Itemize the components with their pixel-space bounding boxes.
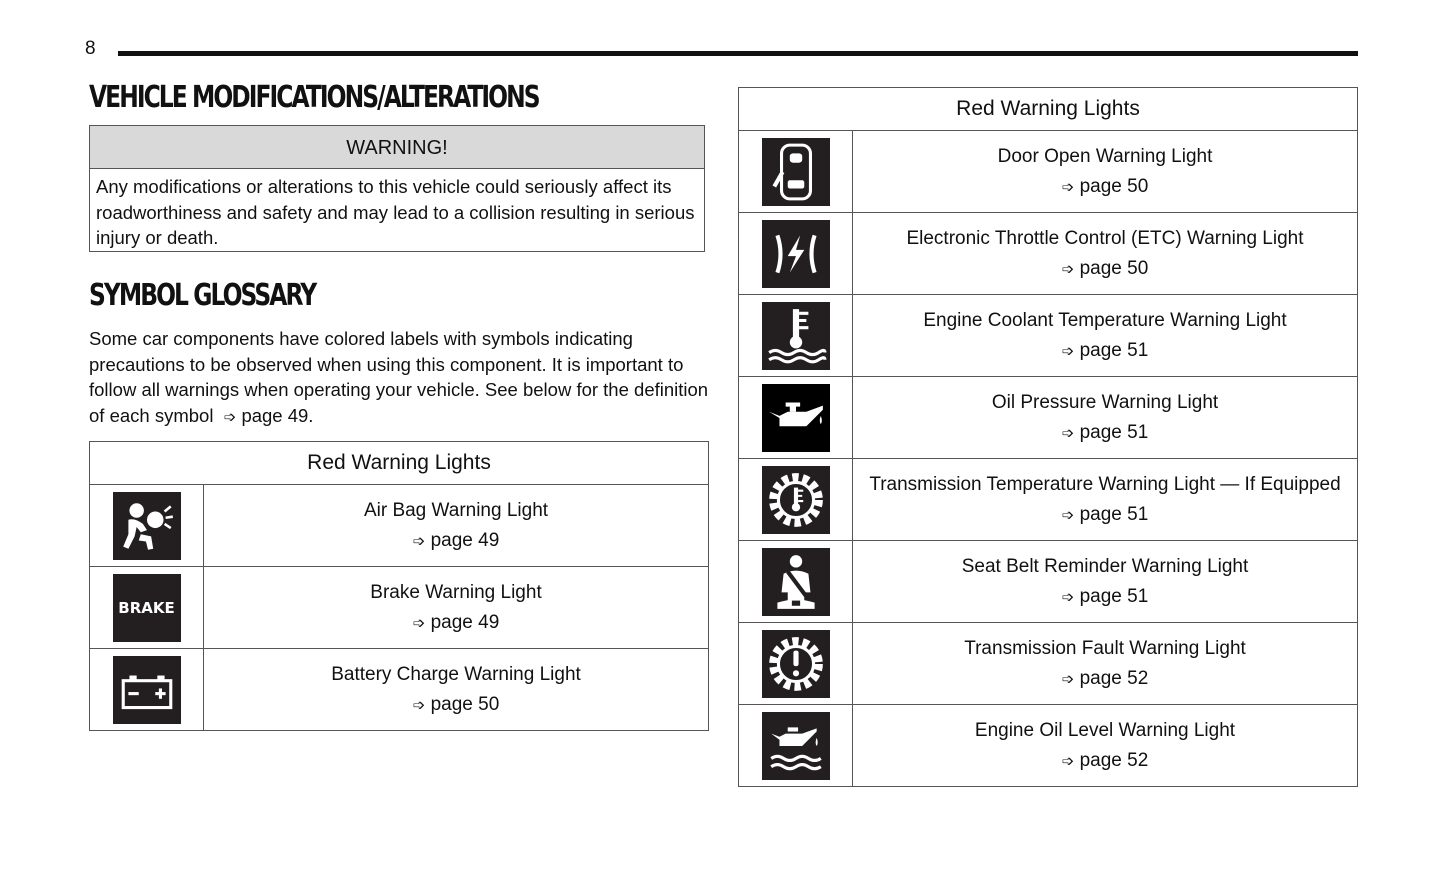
table-row bbox=[90, 485, 709, 567]
light-label: Oil Pressure Warning Light bbox=[991, 391, 1219, 413]
arrow-icon: ➩ bbox=[1061, 259, 1075, 278]
page-ref-link[interactable]: page 50 bbox=[1079, 175, 1149, 197]
transmission-fault-icon bbox=[762, 630, 830, 698]
intro-paragraph bbox=[89, 326, 709, 430]
table-row bbox=[739, 541, 1358, 623]
airbag-icon bbox=[113, 492, 181, 560]
arrow-icon: ➩ bbox=[412, 613, 426, 632]
page-number: 8 bbox=[85, 38, 96, 59]
page-ref-link[interactable]: page 50 bbox=[1079, 257, 1149, 279]
page-ref-link[interactable]: page 51 bbox=[1079, 585, 1149, 607]
table-row bbox=[739, 459, 1358, 541]
arrow-icon: ➩ bbox=[1061, 751, 1075, 770]
light-label: Transmission Fault Warning Light bbox=[964, 637, 1246, 659]
transmission-temp-icon bbox=[762, 466, 830, 534]
table-row bbox=[739, 131, 1358, 213]
brake-icon-text: BRAKE bbox=[118, 598, 175, 617]
arrow-icon: ➩ bbox=[1061, 587, 1075, 606]
page-ref-link[interactable]: page 52 bbox=[1079, 667, 1149, 689]
right-table-title: Red Warning Lights bbox=[739, 88, 1358, 131]
heading-symbol-glossary: SYMBOL GLOSSARY bbox=[89, 278, 316, 313]
page-ref-link[interactable]: page 49 bbox=[430, 529, 500, 551]
arrow-icon: ➩ bbox=[412, 695, 426, 714]
page-ref-link[interactable]: page 49 bbox=[430, 611, 500, 633]
arrow-icon: ➩ bbox=[1061, 177, 1075, 196]
light-label: Battery Charge Warning Light bbox=[331, 663, 581, 685]
light-label: Engine Coolant Temperature Warning Light bbox=[923, 309, 1287, 331]
seatbelt-icon bbox=[762, 548, 830, 616]
light-label: Seat Belt Reminder Warning Light bbox=[961, 555, 1249, 577]
brake-icon bbox=[113, 574, 181, 642]
page-ref-link[interactable]: page 51 bbox=[1079, 503, 1149, 525]
light-label: Electronic Throttle Control (ETC) Warning Light bbox=[906, 227, 1304, 249]
page-ref-link[interactable]: page 50 bbox=[430, 693, 500, 715]
top-rule bbox=[118, 51, 1358, 56]
left-table-title: Red Warning Lights bbox=[90, 442, 709, 485]
right-warning-table bbox=[738, 87, 1358, 787]
coolant-temp-icon bbox=[762, 302, 830, 370]
arrow-icon: ➩ bbox=[1061, 341, 1075, 360]
table-row bbox=[739, 377, 1358, 459]
table-row bbox=[739, 705, 1358, 787]
arrow-icon: ➩ bbox=[1061, 505, 1075, 524]
table-row bbox=[739, 213, 1358, 295]
light-label: Brake Warning Light bbox=[370, 581, 542, 603]
throttle-icon bbox=[762, 220, 830, 288]
table-row bbox=[90, 567, 709, 649]
warning-title: WARNING! bbox=[90, 126, 704, 169]
arrow-icon: ➩ bbox=[1061, 669, 1075, 688]
light-label: Door Open Warning Light bbox=[997, 145, 1213, 167]
left-warning-table bbox=[89, 441, 709, 731]
page-ref-link[interactable]: page 52 bbox=[1079, 749, 1149, 771]
arrow-icon: ➩ bbox=[223, 407, 237, 426]
light-label: Air Bag Warning Light bbox=[363, 499, 549, 521]
heading-modifications: VEHICLE MODIFICATIONS/ALTERATIONS bbox=[89, 80, 539, 115]
intro-page-ref[interactable]: page 49. bbox=[241, 404, 314, 426]
page-ref-link[interactable]: page 51 bbox=[1079, 421, 1149, 443]
oil-pressure-icon bbox=[762, 384, 830, 452]
table-row bbox=[739, 623, 1358, 705]
arrow-icon: ➩ bbox=[1061, 423, 1075, 442]
door-open-icon bbox=[762, 138, 830, 206]
light-label: Transmission Temperature Warning Light — If Equipped bbox=[869, 473, 1341, 495]
page-ref-link[interactable]: page 51 bbox=[1079, 339, 1149, 361]
battery-icon bbox=[113, 656, 181, 724]
warning-text: Any modifications or alterations to this vehicle could seriously affect its roadworthiness and safety and may lead to a collision resulting in serious injury or death. bbox=[96, 176, 695, 248]
table-row bbox=[739, 295, 1358, 377]
oil-level-icon bbox=[762, 712, 830, 780]
table-row bbox=[90, 649, 709, 731]
warning-box bbox=[89, 125, 705, 252]
light-label: Engine Oil Level Warning Light bbox=[974, 719, 1236, 741]
intro-text: Some car components have colored labels with symbols indicating precautions to be observed when using this component. It is important to follow all warnings when operating your vehicle. See below for the definition of each symbol bbox=[89, 328, 709, 426]
arrow-icon: ➩ bbox=[412, 531, 426, 550]
